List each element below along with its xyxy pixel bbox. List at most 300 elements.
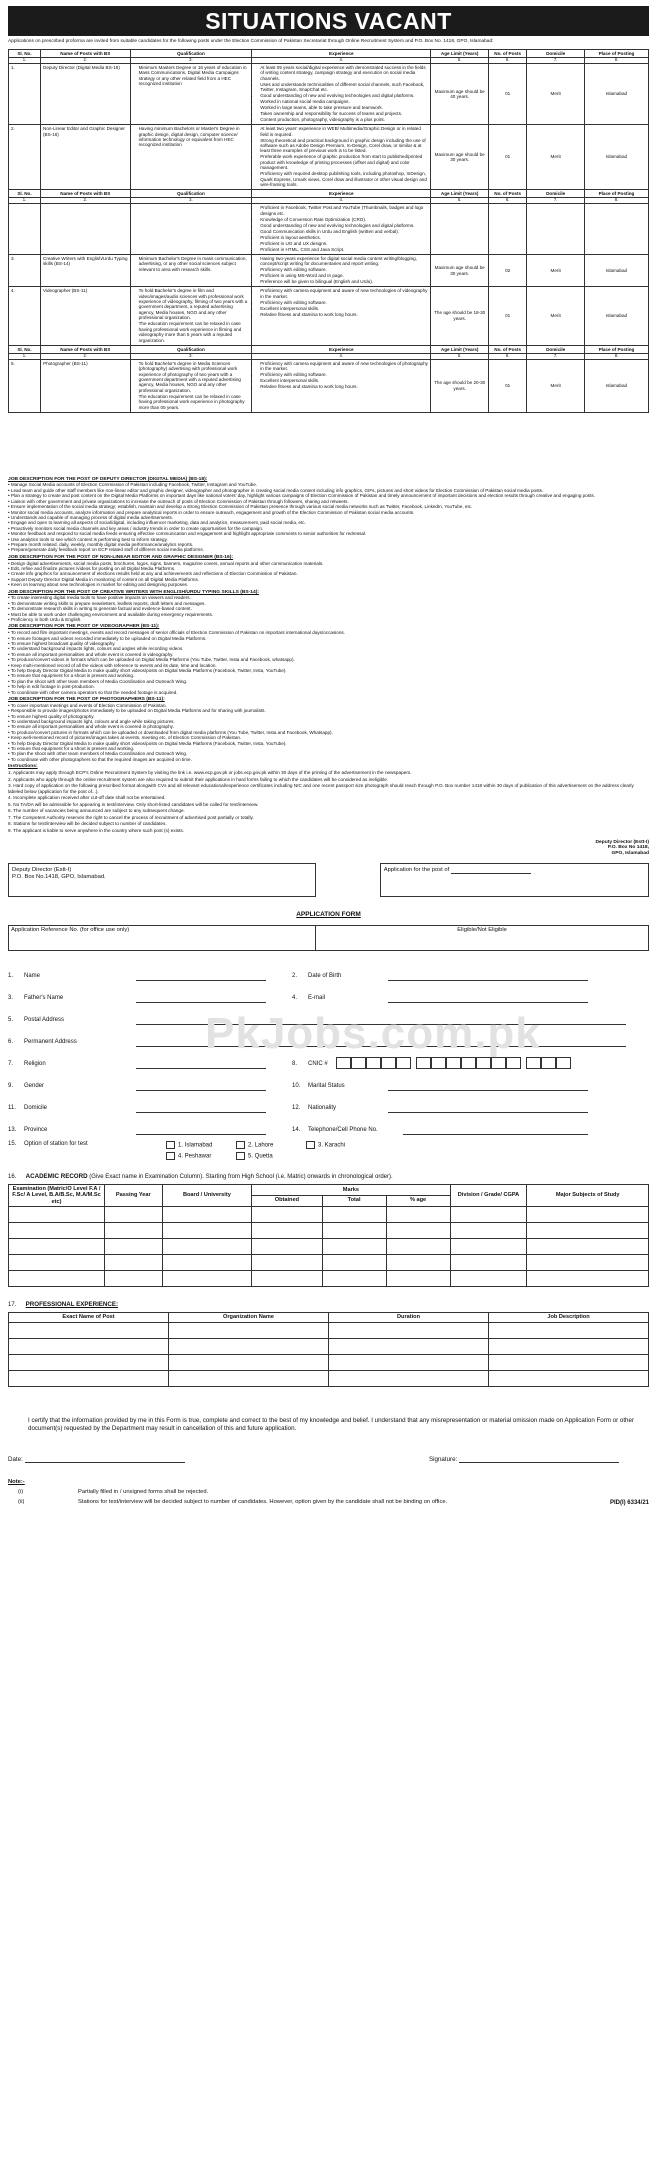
column-number: 7. [527, 353, 585, 359]
column-header: Duration [329, 1313, 489, 1323]
table-cell[interactable] [252, 1207, 322, 1223]
cnic-digit-box[interactable] [556, 1057, 571, 1069]
column-header: Place of Posting [584, 345, 648, 353]
list-item: • Engage and open to learning all aspects of social/digital, including influencer marketing, data and analytics, measurement, paid social media, etc. [8, 520, 649, 525]
page-title: SITUATIONS VACANT [8, 6, 649, 36]
field-number: 7. [8, 1061, 14, 1068]
list-item: • To ensure all important personalities and whole event is covered in photography. [8, 724, 649, 729]
list-item: • Worked in large teams, able to take pressure and teamwork. [260, 105, 428, 110]
bullet-list [254, 288, 428, 317]
table-cell[interactable] [162, 1271, 252, 1287]
checkbox[interactable] [236, 1141, 245, 1149]
list-item: • Keep multi-mentioned record of all the videos with reference to events and its date, time and location. [8, 663, 649, 668]
field-number: 4. [292, 995, 298, 1002]
form-title: APPLICATION FORM [296, 910, 361, 918]
station-option[interactable] [166, 1152, 236, 1161]
signature-group [429, 1456, 619, 1463]
professional-title: PROFESSIONAL EXPERIENCE: [25, 1301, 119, 1309]
table-cell[interactable] [489, 1371, 649, 1387]
qualification-cell [130, 125, 252, 190]
list-item: • Relative fitness and stamina to work long hours. [260, 384, 428, 389]
list-item: • Relative fitness and stamina to work long hours. [260, 312, 428, 317]
column-header: Exact Name of Post [9, 1313, 169, 1323]
empty-cell [9, 204, 41, 254]
academic-title: ACADEMIC RECORD [25, 1172, 88, 1180]
list-item: • Support Deputy Director Digital Media in monitoring of content on all Digital Media Platforms. [8, 577, 649, 582]
sig-line: GPO, Islamabad [611, 851, 649, 857]
table-cell[interactable] [162, 1255, 252, 1271]
list-item: • Preference will be given to bilingual (English and Urdu). [260, 279, 428, 284]
column-number: 3. [130, 58, 252, 64]
station-option[interactable] [166, 1141, 236, 1150]
empty-cell [431, 204, 489, 254]
column-number: 2. [41, 58, 131, 64]
column-header: Sl. No. [9, 190, 41, 198]
column-number: 2. [41, 353, 131, 359]
column-header: Experience [252, 49, 431, 57]
marital-status-field[interactable] [388, 1090, 588, 1091]
table-cell[interactable] [450, 1207, 527, 1223]
list-item: • Understands and capable of managing process of digital media advertisements. [8, 515, 649, 520]
notes-title: Note:- [8, 1479, 25, 1486]
posts-table [8, 49, 649, 413]
address-box [8, 863, 316, 897]
table-cell[interactable] [162, 1239, 252, 1255]
column-number: 3. [130, 198, 252, 204]
field-number: 3. [8, 995, 14, 1002]
sig-line: P.O. Box No 1418, [607, 845, 649, 851]
list-item: • To help in edit footage in post-production. [8, 684, 649, 689]
table-row [9, 1323, 649, 1339]
posts-count-cell: 01 [488, 287, 526, 345]
column-number: 1. [9, 58, 41, 64]
table-cell[interactable] [489, 1355, 649, 1371]
checkbox[interactable] [306, 1141, 315, 1149]
table-cell[interactable] [9, 1223, 105, 1239]
post-name-cell: Creative Writers with English/Urdu Typing skills (BS-14) [41, 254, 131, 286]
column-header: Name of Posts with BS [41, 49, 131, 57]
table-cell[interactable] [252, 1255, 322, 1271]
phone-label: Telephone/Cell Phone No. [308, 1127, 378, 1134]
section-heading: JOB DESCRIPTION FOR THE POST OF DEPUTY DIRECTOR (DIGITAL MEDIA) (BS-18): [8, 476, 208, 482]
serial-cell: 2. [9, 125, 41, 190]
list-item: • Proficiency with editing software. [260, 267, 428, 272]
age-cell: The age should be 20-30 years. [431, 359, 489, 412]
column-header: Domicile [527, 345, 585, 353]
dob-field[interactable] [388, 980, 588, 981]
list-item: • Monitor feedback and respond to social media feeds ensuring effective communication and engagement and highlight appropriate comments to senior authorities for redressal. [8, 531, 649, 536]
postal-address-label: Postal Address [24, 1017, 65, 1024]
list-item: • Edit, refine and finalize pictures /videos for posting on all Digital Media Platforms. [8, 566, 649, 571]
gender-field[interactable] [136, 1090, 266, 1091]
experience-cell [252, 64, 431, 125]
station-label: 5. Quetta [248, 1153, 273, 1160]
list-item: • Plan a strategy to create and post content on the Digital Media Platforms on important days like national voters' day, highlight various campaigns of Election Commission of Pakistan and timely announcement of important decisions and election results through creative and engaging posts. [8, 493, 649, 498]
table-cell[interactable] [162, 1207, 252, 1223]
posts-count-cell: 01 [488, 64, 526, 125]
station-label: 4. Peshawar [178, 1153, 212, 1160]
column-header: % age [386, 1196, 450, 1207]
address-boxes [8, 863, 649, 897]
table-cell[interactable] [322, 1223, 386, 1239]
place-cell: Islamabad [584, 254, 648, 286]
table-cell[interactable] [322, 1271, 386, 1287]
column-header: Sl. No. [9, 49, 41, 57]
name-field[interactable] [136, 980, 266, 981]
table-cell[interactable] [169, 1371, 329, 1387]
bullet-list [133, 65, 250, 87]
religion-field[interactable] [136, 1068, 266, 1069]
list-item: • To ensure highest quality of photography. [8, 714, 649, 719]
list-item: • To ensure that equipment for a shoot is present and working. [8, 673, 649, 678]
phone-field[interactable] [403, 1134, 588, 1135]
list-item: • To ensure highest broadcast quality of videography. [8, 641, 649, 646]
column-header: Board / University [162, 1184, 252, 1207]
list-item: • Manage Social Media accounts of Election Commission of Pakistan including Facebook, Twitter, Instagram and YouTube. [8, 482, 649, 487]
list-item: • Proficient in layout aesthetics. [260, 235, 428, 240]
list-item: • Create info graphics for announcement of elections results held at any and achievements and reflections of Election Commission of Pakistan. [8, 571, 649, 576]
field-number: 8. [292, 1061, 298, 1068]
column-header: Job Description [489, 1313, 649, 1323]
note-item [8, 1489, 649, 1496]
table-row [9, 1239, 649, 1255]
column-header: Place of Posting [584, 190, 648, 198]
table-row [9, 125, 649, 190]
qualification-cell [130, 359, 252, 412]
table-cell[interactable] [386, 1255, 450, 1271]
table-cell[interactable] [322, 1239, 386, 1255]
checkbox[interactable] [236, 1152, 245, 1160]
table-cell[interactable] [322, 1255, 386, 1271]
address-line: Deputy Director (Estt-I) [12, 866, 72, 873]
column-number: 7. [527, 198, 585, 204]
column-header: Sl. No. [9, 345, 41, 353]
domicile-field[interactable] [136, 1112, 266, 1113]
list-item: • To ensure that equipment for a shoot is present and working. [8, 746, 649, 751]
domicile-cell: Merit [527, 287, 585, 345]
table-cell[interactable] [322, 1207, 386, 1223]
section-heading: JOB DESCRIPTION FOR THE POST OF PHOTOGRAPHERS (BS-11): [8, 697, 165, 703]
list-item: • To create interesting digital media tools to have positive impacts on viewers and readers. [8, 595, 649, 600]
station-label: 2. Lahore [248, 1142, 274, 1149]
personal-fields [8, 959, 649, 1169]
instruction-item: 4. Incomplete application received after cut-off date shall not be entertained. [8, 795, 166, 801]
province-field[interactable] [136, 1134, 266, 1135]
post-applied-field[interactable] [451, 873, 531, 874]
table-cell[interactable] [105, 1271, 163, 1287]
column-number: 1. [9, 198, 41, 204]
list-item: • To understand background impacts lights, colours and angles while recording videos. [8, 646, 649, 651]
table-cell[interactable] [386, 1223, 450, 1239]
table-cell[interactable] [489, 1339, 649, 1355]
list-item: • Prepare month related, daily, weekly, monthly digital media performance/analytics reports. [8, 542, 649, 547]
table-cell[interactable] [9, 1271, 105, 1287]
place-cell: Islamabad [584, 125, 648, 190]
list-item: • Having two-years experience for digital social media content writing/blogging, concept/script writing for documentaries and report writing. [260, 256, 428, 267]
serial-cell: 3. [9, 254, 41, 286]
table-cell[interactable] [252, 1223, 322, 1239]
post-name-cell: Deputy Director (Digital Media BS-18) [41, 64, 131, 125]
column-number: 6. [488, 58, 526, 64]
column-header: Qualification [130, 345, 252, 353]
experience-cell [252, 287, 431, 345]
list-item: • To help Deputy Director Digital Media to make quality short videos/posts on Digital Media Platforms (Facebook, Twitter, Insta, YouTube). [8, 668, 649, 673]
table-cell[interactable] [9, 1339, 169, 1355]
checkbox[interactable] [166, 1141, 175, 1149]
table-cell[interactable] [450, 1239, 527, 1255]
table-cell[interactable] [386, 1271, 450, 1287]
list-item: • Proficiency with editing software. [260, 372, 428, 377]
list-item: • Excellent interpersonal skills. [260, 378, 428, 383]
column-number: 2. [41, 198, 131, 204]
list-item: • To hold Bachelor's degree in Media Sciences (photography) advertising with professional work experience of photography of two years with a government department with a reputed advertising agency, Media houses, NGO and any other professional organization. [139, 361, 250, 393]
table-cell[interactable] [252, 1239, 322, 1255]
posts-count-cell: 01 [488, 125, 526, 190]
nationality-field[interactable] [388, 1112, 588, 1113]
list-item: • Takes ownership and responsibility for success of teams and projects. [260, 111, 428, 116]
column-header: Experience [252, 345, 431, 353]
column-header: Experience [252, 190, 431, 198]
list-item: • Good Communication skills in Urdu and English (written and verbal). [260, 229, 428, 234]
permanent-address-label: Permanent Address [24, 1039, 77, 1046]
table-cell[interactable] [527, 1255, 649, 1271]
domicile-cell: Merit [527, 254, 585, 286]
table-row [9, 1371, 649, 1387]
instruction-item: 3. Hard copy of application on the following prescribed format alongwith CVs and all relevant educational/experience certificates including NIC and one recent passport size photograph should reach through P.O. Box number 1418 within 30 days of publication of this advertisement on the address clearly labeled below (application for the post of...). [8, 783, 634, 794]
table-cell[interactable] [527, 1271, 649, 1287]
religion-label: Religion [24, 1061, 46, 1068]
column-header: Examination (Matric/O Level F.A / F.Sc/ A Level, B.A/B.Sc, M.A/M.Sc etc) [9, 1184, 105, 1207]
station-option[interactable] [306, 1141, 376, 1150]
table-cell[interactable] [169, 1323, 329, 1339]
domicile-label: Domicile [24, 1105, 48, 1112]
section-heading: JOB DESCRIPTION FOR THE POST OF CREATIVE WRITERS WITH ENGLISH/URDU TYPING SKILLS (BS-14): [8, 589, 259, 595]
ref-no-cell[interactable]: Application Reference No. (for office use only) [9, 925, 316, 950]
age-cell: Maximum age should be 30 years. [431, 254, 489, 286]
list-item: • Keep well-mentioned record of pictures/images taken at events, meeting etc. of Election Commission of Pakistan. [8, 735, 649, 740]
date-label: Date: [8, 1455, 23, 1463]
table-row [9, 287, 649, 345]
list-item: • Proficiency with editing software. [260, 300, 428, 305]
field-number: 12. [292, 1105, 301, 1112]
table-cell[interactable] [329, 1371, 489, 1387]
cnic-label: CNIC # [308, 1061, 328, 1068]
table-cell[interactable] [489, 1323, 649, 1339]
column-header: Age Limit (Years) [431, 190, 489, 198]
experience-cell [252, 204, 431, 254]
name-label: Name [24, 973, 41, 980]
list-item: • To cover important meetings and events of Election Commission of Pakistan. [8, 703, 649, 708]
field-number: 15. [8, 1140, 17, 1147]
table-cell[interactable] [450, 1223, 527, 1239]
academic-section [8, 1173, 649, 1181]
note-number: (i) [18, 1488, 24, 1495]
column-number: 1. [9, 353, 41, 359]
academic-note: (Give Exact name in Examination Column). Starting from High School (i.e. Matric) onwards in chronological order). [89, 1173, 393, 1180]
list-item: • To produce/convert pictures in formats which can be uploaded or downloaded from digital media platforms (You Tube, Twitter, Insta and Facebook, Whatsapp). [8, 730, 649, 735]
table-cell[interactable] [9, 1371, 169, 1387]
column-header: No. of Posts [488, 190, 526, 198]
nationality-label: Nationality [308, 1105, 337, 1112]
gender-label: Gender [24, 1083, 45, 1090]
list-item: • The education requirement can be relaxed in case having professional work experience in filming and videography more than 5 years with a reputed organization. [139, 321, 250, 343]
table-cell[interactable] [105, 1255, 163, 1271]
column-number: 6. [488, 353, 526, 359]
field-number: 11. [8, 1105, 16, 1112]
signature-field[interactable] [459, 1462, 619, 1463]
signature-block [8, 840, 649, 857]
list-item: • Good understanding of new and evolving technologies and digital platforms. [260, 93, 428, 98]
list-item: • To coordinate with other photographers so that the required images are acquired on time. [8, 757, 649, 762]
post-applied-box[interactable] [380, 863, 649, 897]
table-cell[interactable] [329, 1339, 489, 1355]
station-option[interactable] [236, 1141, 306, 1150]
serial-cell: 4. [9, 287, 41, 345]
list-item: • To produce/convert videos in formats which can be uploaded on Digital Media Platforms (You Tube, Twitter, Insta and Facebook, whatsapp). [8, 657, 649, 662]
instructions-title: Instructions: [8, 764, 38, 770]
list-item: • Ensure implementation of the social media strategy; establish, maintain and develop a strong Election Commission of Pakistan presence through various social media networks such as Twitter, Facebook, LinkedIn, YouTube, etc. [8, 504, 649, 509]
table-cell[interactable] [169, 1339, 329, 1355]
posts-count-cell: 01 [488, 359, 526, 412]
note-text: Stations for test/interview will be decided subject to number of candidates. However, option given by the candidate shall not be binding on office. [78, 1498, 448, 1505]
list-item: • Content production, photography, videography is a plus point. [260, 117, 428, 122]
table-cell[interactable] [105, 1207, 163, 1223]
professional-table [8, 1312, 649, 1387]
intro-text: Applications on prescribed proforma are invited from suitable candidates for the following posts under the Election Commission of Pakistan Secretariat through Online Recruitment System and P.O. Box No. 1418, GPO, Islamabad: [8, 39, 494, 44]
list-item: • Proficient in Facebook, Twitter Post and YouTube (Thumbnails, badges and logo designs etc. [260, 205, 428, 216]
list-item: • To help Deputy Director Digital Media to make quality short videos/posts on Digital Media Platforms (Facebook, Twitter, Insta, YouTube). [8, 741, 649, 746]
column-header: Passing Year [105, 1184, 163, 1207]
post-applied-label: Application for the post of [383, 866, 450, 873]
instruction-item: 2. Applicants who apply through the online recruitment system are also required to submit their applications in hard forms failing to which the candidates will be considered as ineligible. [8, 776, 389, 782]
table-cell[interactable] [9, 1239, 105, 1255]
instruction-item: 9. The applicant is liable to serve anywhere in the country where such post (s) exists. [8, 828, 185, 833]
post-name-cell: Photographer (BS-11) [41, 359, 131, 412]
column-number: 8. [584, 58, 648, 64]
list-item: • To ensure all important personalities and whole event is covered in videography. [8, 652, 649, 657]
serial-cell: 5. [9, 359, 41, 412]
bullet-list [133, 126, 250, 148]
email-field[interactable] [388, 1002, 588, 1003]
job-descriptions [8, 477, 649, 763]
father-name-label: Father's Name [24, 995, 64, 1002]
academic-table [8, 1184, 649, 1288]
domicile-cell: Merit [527, 64, 585, 125]
bullet-list [133, 256, 250, 272]
province-label: Province [24, 1127, 48, 1134]
sig-line: Deputy Director (Estt-I) [595, 839, 649, 845]
column-header: No. of Posts [488, 49, 526, 57]
column-number: 5. [431, 198, 489, 204]
eligible-cell[interactable]: Eligible/Not Eligible [316, 925, 649, 950]
field-number: 17. [8, 1302, 17, 1309]
list-item: • Proficient in using MS-Word and In page. [260, 273, 428, 278]
table-cell[interactable] [386, 1207, 450, 1223]
column-header: Qualification [130, 190, 252, 198]
station-option[interactable] [236, 1152, 306, 1161]
place-cell: Islamabad [584, 287, 648, 345]
experience-cell [252, 359, 431, 412]
list-item: • At least 05 years social/digital experience with demonstrated success in the fields of writing content strategy, campaign strategy and execution on social media channels. [260, 65, 428, 81]
table-cell[interactable] [329, 1323, 489, 1339]
list-item: • Must be able to work under challenging environment and available during emergency requirements. [8, 612, 649, 617]
table-cell[interactable] [105, 1223, 163, 1239]
column-number: 7. [527, 58, 585, 64]
note-text: Partially filled in / unsigned forms shall be rejected. [78, 1488, 209, 1495]
professional-section [8, 1301, 649, 1309]
column-number: 5. [431, 58, 489, 64]
table-row [9, 1255, 649, 1271]
column-header: Domicile [527, 190, 585, 198]
table-row [9, 359, 649, 412]
age-cell: Maximum age should be 40 years. [431, 64, 489, 125]
bullet-list [254, 126, 428, 187]
date-field[interactable] [25, 1462, 185, 1463]
pid-number: PID(I) 6334/21 [609, 1499, 649, 1506]
list-item: • Prepare/generate daily feedback report on ECP related stuff of different social media platforms. [8, 547, 649, 552]
table-cell[interactable] [386, 1239, 450, 1255]
table-cell[interactable] [9, 1255, 105, 1271]
cnic-digit-box[interactable] [541, 1057, 556, 1069]
table-cell[interactable] [329, 1355, 489, 1371]
notes [8, 1479, 649, 1505]
address-line: P.O. Box No.1418, GPO, Islamabad. [12, 873, 106, 880]
station-label: 1. Islamabad [178, 1142, 213, 1149]
list-item: • At least two years' experience in WEB/ Multimedia/Graphic Design or in related field is required. [260, 126, 428, 137]
table-cell[interactable] [9, 1355, 169, 1371]
column-header: Age Limit (Years) [431, 345, 489, 353]
list-item: • Minimum Masters Degree or 16 years of education in Mass Communications, Digital Media Campaigns strategy or any other related field from a HEC recognized institution [139, 65, 250, 87]
table-row [9, 204, 649, 254]
list-item: • Responsible to provide images/photos immediately to be uploaded on Digital Media Platforms and for sharing with journalists. [8, 708, 649, 713]
station-option-label: Option of station for test [24, 1140, 88, 1147]
table-cell[interactable] [527, 1239, 649, 1255]
list-item: • To plan the shoot with other team members of Media Coordination and Outreach Wing. [8, 679, 649, 684]
table-cell[interactable] [162, 1223, 252, 1239]
table-cell[interactable] [527, 1207, 649, 1223]
application-form [8, 863, 649, 1507]
table-cell[interactable] [252, 1271, 322, 1287]
table-cell[interactable] [9, 1207, 105, 1223]
experience-cell [252, 125, 431, 190]
domicile-cell: Merit [527, 125, 585, 190]
list-item: • To plan the shoot with other team members of Media Coordination and Outreach Wing. [8, 751, 649, 756]
table-cell[interactable] [169, 1355, 329, 1371]
column-number: 5. [431, 353, 489, 359]
bullet-list [254, 361, 428, 390]
section-heading: JOB DESCRIPTION FOR THE POST OF NON-LINEAR EDITOR AND GRAPHIC DESIGNER (BS-16): [8, 554, 233, 560]
list-item: • Monitor social media accounts, analyze information and prepare analytical reports in order to ensure outreach, engagement and growth of the Election Commission of Pakistan social media accounts. [8, 510, 649, 515]
table-cell[interactable] [450, 1255, 527, 1271]
declaration: I certify that the information provided by me in this Form is true, complete and correct to the best of my knowledge and belief. I understand that any misrepresentation or material omission made on Application Form or other document(s) requested by the Department may result in cancellation of this and future application. [28, 1417, 634, 1433]
list-item: • Strong theoretical and practical background in graphic design including the use of software such as Adobe Design Premium, In-Design, Corel draw, or similar & at least three examples of previous work is to be listed. [260, 138, 428, 154]
list-item: • Proficient in HTML, CSS and Java Script. [260, 247, 428, 252]
father-name-field[interactable] [136, 1002, 266, 1003]
column-header: Marks [252, 1184, 450, 1195]
section-heading: JOB DESCRIPTION FOR THE POST OF VIDEOGRAPHER (BS-11): [8, 624, 160, 630]
table-cell[interactable] [105, 1239, 163, 1255]
table-cell[interactable] [527, 1223, 649, 1239]
list-item: • Design digital advertisements, social media posts, brochures, logos, signs, banners, magazine covers, annual reports and other communication materials. [8, 561, 649, 566]
experience-cell [252, 254, 431, 286]
checkbox[interactable] [166, 1152, 175, 1160]
column-header: No. of Posts [488, 345, 526, 353]
list-item: • To coordinate with other camera operators so that the needed footage is acquired. [8, 690, 649, 695]
table-cell[interactable] [450, 1271, 527, 1287]
list-item: • To demonstrate research skills in writing to generate factual and evidence-based content. [8, 606, 649, 611]
signature-label: Signature: [429, 1455, 458, 1463]
table-cell[interactable] [9, 1323, 169, 1339]
